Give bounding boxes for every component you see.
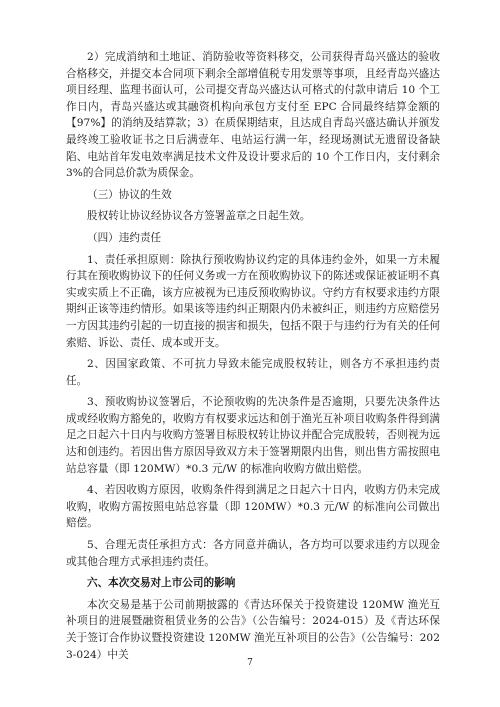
paragraph-agreement-effect: 股权转让协议经协议各方签署盖章之日起生效。 [87,210,311,223]
document-body [66,49,440,668]
paragraph-buyer-breach: 4、若因收购方原因，收购条件得到满足之日起六十日内，收购方仍未完成收购，收购方需按照电站总容量（即 120MW）*0.3 元/W 的标准向公司做出赔偿。 [66,484,440,530]
page-number: 7 [247,658,253,668]
paragraph-seller-breach: 3、预收购协议签署后，不论预收购的先决条件是否逾期，只要先决条件达成或经收购方豁免的，收购方有权要求远达和创于渔光互补项目收购条件得到满足之日起六十日内与收购方签署目标股权转让协议并配合完成股转，否则视为远达和创违约。若因出售方原因导致双方未于签署期限内出售，则出售方需按照电站总容量（即 120MW）*0.3 元/W 的标准向收购方做出赔偿。 [66,396,440,475]
paragraph-force-majeure: 2、因国家政策、不可抗力导致未能完成股权转让，则各方不承担违约责任。 [66,358,440,387]
heading-agreement-effect: （三）协议的生效 [87,188,172,201]
paragraph-payment-terms: 2）完成消纳和土地证、消防验收等资料移交，公司获得青岛兴盛达的验收合格移交，并提交本合同项下剩余全部增值税专用发票等事项，且经青岛兴盛达项目经理、监理书面认可，公司提交青岛兴盛达认可格式的付款申请后 10 个工作日内，青岛兴盛达或其融资机构向承包方支付至 EPC 合同最终结算金额的【97%】的消纳及结算款；3）在质保期结束，且达成自青岛兴盛达确认并颁发最终竣工验收证书之日后满壹年、电站运行满一年，经现场测试无遗留设备缺陷、电站首年发电效率满足技术文件及设计要求后的 10 个工作日内，支付剩余 3%的合同总价款为质保金。 [66,51,440,180]
paragraph-liability-methods: 5、合理无责任承担方式：各方同意并确认，各方均可以要求违约方以现金或其他合理方式承担违约责任。 [66,539,440,568]
heading-breach-liability: （四）违约责任 [87,231,162,244]
paragraph-transaction-basis: 本次交易是基于公司前期披露的《青达环保关于投资建设 120MW 渔光互补项目的进展暨融资租赁业务的公告》（公告编号：2024-015）及《青达环保关于签订合作协议暨投资建设 120MW 渔光互补项目的公告》（公告编号：2023-024）中关 [66,598,440,661]
heading-impact-on-company: 六、本次交易对上市公司的影响 [87,577,236,590]
paragraph-liability-principle: 1、责任承担原则：除执行预收购协议约定的具体违约金外，如果一方未履行其在预收购协议下的任何义务或一方在预收购协议下的陈述或保证被证明不真实或实质上不正确，该方应被视为已违反预收购协议。守约方有权要求违约方限期纠正该等违约情形。如果该等违约纠正期限内仍未被纠正，则违约方应赔偿另一方因其违约引起的一切直接的损害和损失，包括不限于与违约行为有关的任何索赔、诉讼、责任、成本或开支。 [66,253,440,349]
